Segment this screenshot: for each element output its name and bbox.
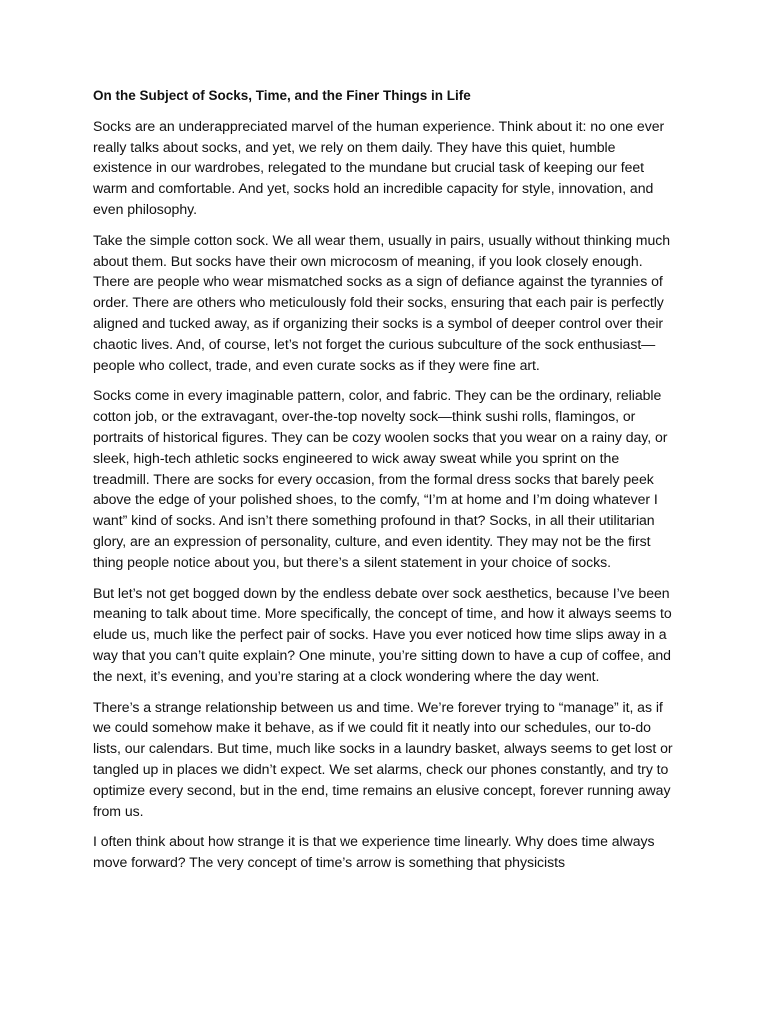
paragraph-managing-time: There’s a strange relationship between us and time. We’re forever trying to “manage” it, as if we could somehow make it behave, as if we could fit it neatly into our schedules, our to-do lists, our calendars. But time, much like socks in a laundry basket, always seems to get lost or tangled up in places we didn’t expect. We set alarms, check our phones constantly, and try to optimize every second, but in the end, time remains an elusive concept, forever running away from us. (93, 698, 673, 819)
paragraph-sock-varieties: Socks come in every imaginable pattern, color, and fabric. They can be the ordinary, reliable cotton job, or the extravagant, over-the-top novelty sock—think sushi rolls, flamingos, or portraits of historical figures. They can be cozy woolen socks that you wear on a rainy day, or sleek, high-tech athletic socks engineered to wick away sweat while you sprint on the treadmill. There are socks for every occasion, from the formal dress socks that barely peek above the edge of your polished shoes, to the comfy, “I’m at home and I’m doing whatever I want” kind of socks. And isn’t there something profound in that? Socks, in all their utilitarian glory, are an expression of personality, culture, and even identity. They may not be the first thing people notice about you, but there’s a silent statement in your choice of socks. (93, 387, 668, 570)
paragraph-time-linear: I often think about how strange it is that we experience time linearly. Why does time always move forward? The very concept of time’s arrow is something that physicists (93, 833, 655, 871)
paragraph-socks-marvel: Socks are an underappreciated marvel of the human experience. Think about it: no one ever really talks about socks, and yet, we rely on them daily. They have this quiet, humble existence in our wardrobes, relegated to the mundane but crucial task of keeping our feet warm and comfortable. And yet, socks hold an incredible capacity for style, innovation, and even philosophy. (93, 117, 665, 217)
document-title: On the Subject of Socks, Time, and the Finer Things in Life (93, 88, 471, 103)
paragraph-cotton-sock: Take the simple cotton sock. We all wear them, usually in pairs, usually without thinking much about them. But socks have their own microcosm of meaning, if you look closely enough. There are people who wear mismatched socks as a sign of defiance against the tyrannies of order. There are others who meticulously fold their socks, ensuring that each pair is perfectly aligned and tucked away, as if organizing their socks is a symbol of deeper control over their chaotic lives. And, of course, let’s not forget the curious subculture of the sock enthusiast—people who collect, trade, and even curate socks as if they were fine art. (93, 231, 671, 373)
document-page (93, 86, 678, 883)
paragraph-concept-of-time: But let’s not get bogged down by the endless debate over sock aesthetics, because I’ve been meaning to talk about time. More specifically, the concept of time, and how it always seems to elude us, much like the perfect pair of socks. Have you ever noticed how time slips away in a way that you can’t quite explain? One minute, you’re sitting down to have a cup of coffee, and the next, it’s evening, and you’re staring at a clock wondering where the day went. (93, 584, 672, 684)
